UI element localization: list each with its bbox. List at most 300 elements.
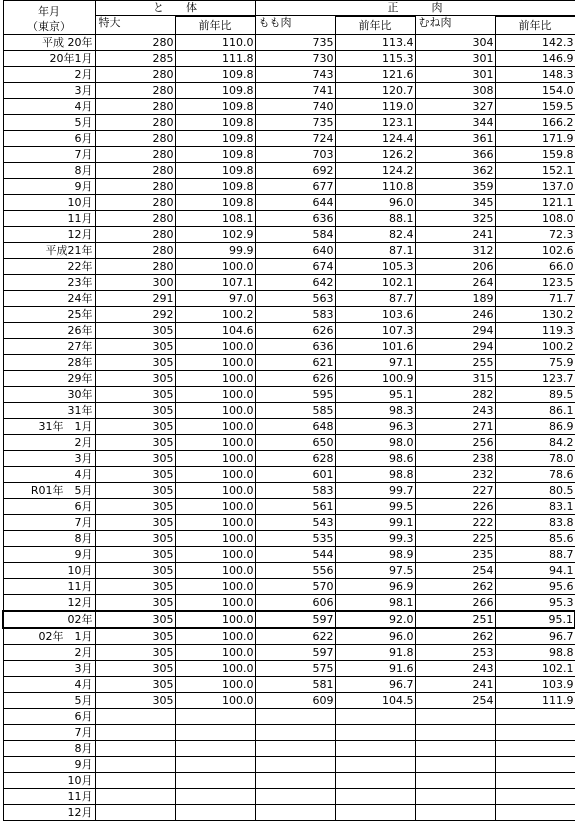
special-yoy-cell: 100.0 xyxy=(175,339,255,355)
thigh-yoy-cell xyxy=(335,789,415,805)
special-price-cell xyxy=(95,757,175,773)
breast-yoy-cell: 148.3 xyxy=(495,67,575,83)
breast-price-cell: 225 xyxy=(415,531,495,547)
row-label: 11月 xyxy=(3,789,95,805)
special-price-cell: 305 xyxy=(95,387,175,403)
table-row xyxy=(3,611,575,628)
breast-yoy-cell: 102.6 xyxy=(495,243,575,259)
thigh-price-cell: 581 xyxy=(255,677,335,693)
special-yoy-cell: 100.0 xyxy=(175,451,255,467)
special-yoy-cell: 109.8 xyxy=(175,147,255,163)
thigh-yoy-cell: 87.1 xyxy=(335,243,415,259)
breast-yoy-cell: 98.8 xyxy=(495,645,575,661)
table-row xyxy=(3,483,575,499)
thigh-yoy-cell: 96.7 xyxy=(335,677,415,693)
breast-price-cell xyxy=(415,709,495,725)
thigh-price-cell: 650 xyxy=(255,435,335,451)
special-yoy-cell xyxy=(175,789,255,805)
header-corner xyxy=(3,1,95,35)
table-row xyxy=(3,131,575,147)
row-label: 7月 xyxy=(3,725,95,741)
row-label: 4月 xyxy=(3,467,95,483)
breast-yoy-cell: 152.1 xyxy=(495,163,575,179)
thigh-yoy-cell xyxy=(335,741,415,757)
thigh-price-cell: 636 xyxy=(255,339,335,355)
special-price-cell: 305 xyxy=(95,435,175,451)
thigh-yoy-cell: 98.6 xyxy=(335,451,415,467)
thigh-price-cell: 583 xyxy=(255,483,335,499)
special-price-cell xyxy=(95,805,175,821)
breast-yoy-cell: 88.7 xyxy=(495,547,575,563)
thigh-yoy-cell: 103.6 xyxy=(335,307,415,323)
table-row xyxy=(3,115,575,131)
table-row xyxy=(3,227,575,243)
row-label: 11月 xyxy=(3,211,95,227)
row-label: 22年 xyxy=(3,259,95,275)
table-row xyxy=(3,67,575,83)
thigh-yoy-cell: 101.6 xyxy=(335,339,415,355)
row-label: 2月 xyxy=(3,435,95,451)
breast-yoy-cell: 86.9 xyxy=(495,419,575,435)
thigh-price-cell xyxy=(255,773,335,789)
thigh-price-cell: 692 xyxy=(255,163,335,179)
special-yoy-cell: 109.8 xyxy=(175,99,255,115)
breast-price-cell xyxy=(415,757,495,773)
breast-yoy-cell: 123.5 xyxy=(495,275,575,291)
breast-price-cell: 325 xyxy=(415,211,495,227)
special-price-cell: 280 xyxy=(95,195,175,211)
breast-yoy-cell: 154.0 xyxy=(495,83,575,99)
breast-price-cell: 254 xyxy=(415,563,495,579)
special-price-cell: 305 xyxy=(95,645,175,661)
table-row xyxy=(3,211,575,227)
special-yoy-cell: 109.8 xyxy=(175,163,255,179)
row-label: 10月 xyxy=(3,563,95,579)
special-price-cell: 305 xyxy=(95,403,175,419)
special-price-cell: 305 xyxy=(95,595,175,612)
thigh-yoy-cell: 115.3 xyxy=(335,51,415,67)
breast-price-cell: 308 xyxy=(415,83,495,99)
table-row xyxy=(3,291,575,307)
breast-yoy-cell xyxy=(495,773,575,789)
row-label: 31年 1月 xyxy=(3,419,95,435)
breast-yoy-cell: 142.3 xyxy=(495,35,575,51)
special-price-cell: 305 xyxy=(95,355,175,371)
row-label: 23年 xyxy=(3,275,95,291)
breast-yoy-cell: 123.7 xyxy=(495,371,575,387)
special-price-cell: 305 xyxy=(95,323,175,339)
breast-price-cell: 246 xyxy=(415,307,495,323)
breast-yoy-cell: 95.3 xyxy=(495,595,575,612)
special-price-cell: 305 xyxy=(95,467,175,483)
breast-price-cell: 241 xyxy=(415,227,495,243)
breast-yoy-cell: 66.0 xyxy=(495,259,575,275)
breast-price-cell: 264 xyxy=(415,275,495,291)
special-yoy-cell: 100.0 xyxy=(175,645,255,661)
table-row xyxy=(3,419,575,435)
table-row xyxy=(3,757,575,773)
breast-price-cell: 266 xyxy=(415,595,495,612)
special-yoy-cell: 110.0 xyxy=(175,35,255,51)
row-label: 12月 xyxy=(3,595,95,612)
special-yoy-cell: 107.1 xyxy=(175,275,255,291)
thigh-yoy-cell: 100.9 xyxy=(335,371,415,387)
thigh-price-cell: 556 xyxy=(255,563,335,579)
breast-price-cell: 232 xyxy=(415,467,495,483)
table-row xyxy=(3,179,575,195)
breast-yoy-cell: 72.3 xyxy=(495,227,575,243)
thigh-price-cell: 597 xyxy=(255,645,335,661)
breast-price-cell: 301 xyxy=(415,67,495,83)
thigh-price-cell: 677 xyxy=(255,179,335,195)
thigh-price-cell: 648 xyxy=(255,419,335,435)
table-row xyxy=(3,661,575,677)
special-price-cell: 280 xyxy=(95,35,175,51)
thigh-yoy-cell: 98.3 xyxy=(335,403,415,419)
special-yoy-cell: 109.8 xyxy=(175,115,255,131)
special-price-cell xyxy=(95,773,175,789)
corner-label-line2: （東京） xyxy=(27,20,71,33)
row-label: 20年1月 xyxy=(3,51,95,67)
row-label: 30年 xyxy=(3,387,95,403)
special-price-cell: 280 xyxy=(95,211,175,227)
special-price-cell: 280 xyxy=(95,227,175,243)
special-yoy-cell: 100.0 xyxy=(175,579,255,595)
breast-price-cell: 282 xyxy=(415,387,495,403)
thigh-price-cell: 621 xyxy=(255,355,335,371)
thigh-price-cell xyxy=(255,805,335,821)
thigh-price-cell: 622 xyxy=(255,628,335,645)
thigh-yoy-cell: 105.3 xyxy=(335,259,415,275)
special-price-cell: 305 xyxy=(95,661,175,677)
special-price-cell: 305 xyxy=(95,579,175,595)
thigh-price-cell: 563 xyxy=(255,291,335,307)
thigh-price-cell: 724 xyxy=(255,131,335,147)
special-yoy-cell: 100.0 xyxy=(175,387,255,403)
breast-yoy-cell: 130.2 xyxy=(495,307,575,323)
thigh-price-cell: 584 xyxy=(255,227,335,243)
special-yoy-cell xyxy=(175,805,255,821)
thigh-price-cell: 570 xyxy=(255,579,335,595)
thigh-yoy-cell: 91.6 xyxy=(335,661,415,677)
thigh-yoy-cell: 96.3 xyxy=(335,419,415,435)
breast-yoy-cell: 83.1 xyxy=(495,499,575,515)
thigh-yoy-cell: 126.2 xyxy=(335,147,415,163)
row-label: 2月 xyxy=(3,67,95,83)
thigh-price-cell: 535 xyxy=(255,531,335,547)
thigh-price-cell: 703 xyxy=(255,147,335,163)
table-row xyxy=(3,677,575,693)
special-yoy-cell: 100.0 xyxy=(175,371,255,387)
special-price-cell xyxy=(95,741,175,757)
breast-yoy-cell: 108.0 xyxy=(495,211,575,227)
header-group-cut-meat: 正 肉 xyxy=(255,1,575,16)
breast-price-cell: 362 xyxy=(415,163,495,179)
special-yoy-cell: 100.0 xyxy=(175,563,255,579)
table-row xyxy=(3,547,575,563)
header-yoy-breast: 前年比 xyxy=(495,17,575,35)
breast-price-cell xyxy=(415,789,495,805)
special-yoy-cell xyxy=(175,773,255,789)
special-yoy-cell: 109.8 xyxy=(175,67,255,83)
row-label: 5月 xyxy=(3,693,95,709)
thigh-yoy-cell: 124.4 xyxy=(335,131,415,147)
breast-price-cell: 235 xyxy=(415,547,495,563)
table-header xyxy=(3,1,575,35)
thigh-price-cell: 730 xyxy=(255,51,335,67)
thigh-price-cell: 595 xyxy=(255,387,335,403)
special-price-cell xyxy=(95,709,175,725)
breast-price-cell: 327 xyxy=(415,99,495,115)
breast-price-cell: 262 xyxy=(415,579,495,595)
special-yoy-cell: 100.0 xyxy=(175,467,255,483)
breast-yoy-cell: 96.7 xyxy=(495,628,575,645)
special-price-cell: 305 xyxy=(95,371,175,387)
table-row xyxy=(3,83,575,99)
special-price-cell: 305 xyxy=(95,611,175,628)
special-price-cell: 305 xyxy=(95,483,175,499)
special-yoy-cell xyxy=(175,741,255,757)
table-row xyxy=(3,515,575,531)
thigh-yoy-cell: 102.1 xyxy=(335,275,415,291)
breast-price-cell: 271 xyxy=(415,419,495,435)
special-price-cell: 280 xyxy=(95,179,175,195)
special-yoy-cell xyxy=(175,709,255,725)
breast-price-cell: 241 xyxy=(415,677,495,693)
row-label: 9月 xyxy=(3,547,95,563)
breast-yoy-cell: 119.3 xyxy=(495,323,575,339)
thigh-price-cell: 644 xyxy=(255,195,335,211)
table-row xyxy=(3,147,575,163)
thigh-yoy-cell: 124.2 xyxy=(335,163,415,179)
thigh-yoy-cell: 82.4 xyxy=(335,227,415,243)
breast-yoy-cell: 121.1 xyxy=(495,195,575,211)
table-row xyxy=(3,99,575,115)
breast-price-cell: 315 xyxy=(415,371,495,387)
thigh-price-cell: 640 xyxy=(255,243,335,259)
thigh-price-cell xyxy=(255,789,335,805)
breast-yoy-cell: 102.1 xyxy=(495,661,575,677)
table-row xyxy=(3,467,575,483)
special-yoy-cell xyxy=(175,757,255,773)
breast-price-cell: 294 xyxy=(415,339,495,355)
row-label: 7月 xyxy=(3,147,95,163)
breast-yoy-cell: 95.6 xyxy=(495,579,575,595)
breast-price-cell: 366 xyxy=(415,147,495,163)
row-label: 02年 1月 xyxy=(3,628,95,645)
special-yoy-cell: 109.8 xyxy=(175,195,255,211)
special-yoy-cell: 99.9 xyxy=(175,243,255,259)
breast-yoy-cell: 86.1 xyxy=(495,403,575,419)
thigh-yoy-cell: 99.5 xyxy=(335,499,415,515)
special-yoy-cell: 100.0 xyxy=(175,419,255,435)
thigh-price-cell: 674 xyxy=(255,259,335,275)
breast-yoy-cell: 103.9 xyxy=(495,677,575,693)
special-yoy-cell: 100.0 xyxy=(175,628,255,645)
thigh-price-cell xyxy=(255,725,335,741)
breast-yoy-cell: 71.7 xyxy=(495,291,575,307)
special-yoy-cell: 100.0 xyxy=(175,661,255,677)
row-label: 6月 xyxy=(3,499,95,515)
thigh-price-cell xyxy=(255,709,335,725)
thigh-yoy-cell: 98.0 xyxy=(335,435,415,451)
thigh-price-cell: 735 xyxy=(255,35,335,51)
row-label: 9月 xyxy=(3,757,95,773)
row-label: 12月 xyxy=(3,805,95,821)
table-row xyxy=(3,51,575,67)
row-label: 4月 xyxy=(3,677,95,693)
thigh-yoy-cell: 99.3 xyxy=(335,531,415,547)
special-price-cell: 280 xyxy=(95,163,175,179)
row-label: 25年 xyxy=(3,307,95,323)
breast-price-cell: 254 xyxy=(415,693,495,709)
breast-yoy-cell: 137.0 xyxy=(495,179,575,195)
thigh-yoy-cell: 99.1 xyxy=(335,515,415,531)
thigh-yoy-cell: 120.7 xyxy=(335,83,415,99)
thigh-yoy-cell: 104.5 xyxy=(335,693,415,709)
breast-yoy-cell xyxy=(495,757,575,773)
row-label: 3月 xyxy=(3,661,95,677)
row-label: 平成 20年 xyxy=(3,35,95,51)
breast-yoy-cell: 166.2 xyxy=(495,115,575,131)
row-label: 10月 xyxy=(3,195,95,211)
special-price-cell: 305 xyxy=(95,531,175,547)
thigh-price-cell: 601 xyxy=(255,467,335,483)
row-label: 6月 xyxy=(3,709,95,725)
thigh-price-cell: 636 xyxy=(255,211,335,227)
table-row xyxy=(3,628,575,645)
table-row xyxy=(3,451,575,467)
header-group-carcass: と 体 xyxy=(95,1,255,16)
breast-yoy-cell xyxy=(495,805,575,821)
breast-price-cell: 359 xyxy=(415,179,495,195)
breast-yoy-cell: 89.5 xyxy=(495,387,575,403)
row-label: 02年 xyxy=(3,611,95,628)
table-row xyxy=(3,355,575,371)
special-yoy-cell: 109.8 xyxy=(175,83,255,99)
breast-yoy-cell: 84.2 xyxy=(495,435,575,451)
special-yoy-cell: 111.8 xyxy=(175,51,255,67)
breast-yoy-cell: 75.9 xyxy=(495,355,575,371)
row-label: 10月 xyxy=(3,773,95,789)
thigh-yoy-cell: 98.9 xyxy=(335,547,415,563)
thigh-yoy-cell: 97.5 xyxy=(335,563,415,579)
thigh-price-cell: 642 xyxy=(255,275,335,291)
breast-yoy-cell: 80.5 xyxy=(495,483,575,499)
table-row xyxy=(3,163,575,179)
row-label: 4月 xyxy=(3,99,95,115)
breast-yoy-cell: 78.0 xyxy=(495,451,575,467)
breast-price-cell: 251 xyxy=(415,611,495,628)
breast-price-cell: 301 xyxy=(415,51,495,67)
thigh-price-cell: 628 xyxy=(255,451,335,467)
thigh-yoy-cell xyxy=(335,725,415,741)
row-label: R01年 5月 xyxy=(3,483,95,499)
table-row xyxy=(3,371,575,387)
breast-yoy-cell: 85.6 xyxy=(495,531,575,547)
breast-yoy-cell: 78.6 xyxy=(495,467,575,483)
thigh-yoy-cell: 113.4 xyxy=(335,35,415,51)
table-row xyxy=(3,435,575,451)
thigh-price-cell: 575 xyxy=(255,661,335,677)
special-yoy-cell: 104.6 xyxy=(175,323,255,339)
table-row xyxy=(3,805,575,821)
breast-yoy-cell: 100.2 xyxy=(495,339,575,355)
thigh-price-cell: 626 xyxy=(255,371,335,387)
special-yoy-cell: 100.0 xyxy=(175,499,255,515)
header-breast: むね肉 xyxy=(415,16,495,35)
breast-yoy-cell: 171.9 xyxy=(495,131,575,147)
thigh-yoy-cell: 107.3 xyxy=(335,323,415,339)
special-yoy-cell: 97.0 xyxy=(175,291,255,307)
thigh-yoy-cell xyxy=(335,805,415,821)
breast-price-cell: 206 xyxy=(415,259,495,275)
row-label: 28年 xyxy=(3,355,95,371)
breast-price-cell xyxy=(415,741,495,757)
breast-yoy-cell: 146.9 xyxy=(495,51,575,67)
table-row xyxy=(3,403,575,419)
special-price-cell: 305 xyxy=(95,419,175,435)
row-label: 9月 xyxy=(3,179,95,195)
row-label: 29年 xyxy=(3,371,95,387)
special-yoy-cell: 102.9 xyxy=(175,227,255,243)
breast-price-cell: 189 xyxy=(415,291,495,307)
special-price-cell: 280 xyxy=(95,243,175,259)
row-label: 平成21年 xyxy=(3,243,95,259)
breast-yoy-cell: 159.8 xyxy=(495,147,575,163)
table-row xyxy=(3,773,575,789)
special-yoy-cell: 100.0 xyxy=(175,515,255,531)
special-price-cell: 280 xyxy=(95,131,175,147)
row-label: 5月 xyxy=(3,115,95,131)
special-price-cell: 305 xyxy=(95,677,175,693)
row-label: 6月 xyxy=(3,131,95,147)
table-row xyxy=(3,645,575,661)
thigh-yoy-cell: 99.7 xyxy=(335,483,415,499)
special-price-cell: 280 xyxy=(95,259,175,275)
header-thigh: もも肉 xyxy=(255,16,335,35)
breast-price-cell xyxy=(415,725,495,741)
breast-price-cell: 226 xyxy=(415,499,495,515)
thigh-price-cell: 743 xyxy=(255,67,335,83)
thigh-price-cell: 741 xyxy=(255,83,335,99)
table-row xyxy=(3,531,575,547)
breast-price-cell: 255 xyxy=(415,355,495,371)
breast-price-cell: 253 xyxy=(415,645,495,661)
breast-yoy-cell xyxy=(495,789,575,805)
row-label: 31年 xyxy=(3,403,95,419)
breast-yoy-cell xyxy=(495,725,575,741)
special-yoy-cell: 100.2 xyxy=(175,307,255,323)
special-price-cell: 280 xyxy=(95,115,175,131)
breast-price-cell xyxy=(415,773,495,789)
table-row xyxy=(3,709,575,725)
breast-price-cell: 238 xyxy=(415,451,495,467)
breast-yoy-cell: 95.1 xyxy=(495,611,575,628)
special-yoy-cell: 100.0 xyxy=(175,611,255,628)
thigh-yoy-cell: 96.9 xyxy=(335,579,415,595)
special-price-cell: 305 xyxy=(95,515,175,531)
thigh-price-cell: 735 xyxy=(255,115,335,131)
special-yoy-cell: 100.0 xyxy=(175,531,255,547)
table-row xyxy=(3,339,575,355)
special-yoy-cell: 100.0 xyxy=(175,259,255,275)
breast-yoy-cell: 94.1 xyxy=(495,563,575,579)
thigh-yoy-cell: 88.1 xyxy=(335,211,415,227)
row-label: 8月 xyxy=(3,163,95,179)
row-label: 8月 xyxy=(3,741,95,757)
table-row xyxy=(3,595,575,612)
